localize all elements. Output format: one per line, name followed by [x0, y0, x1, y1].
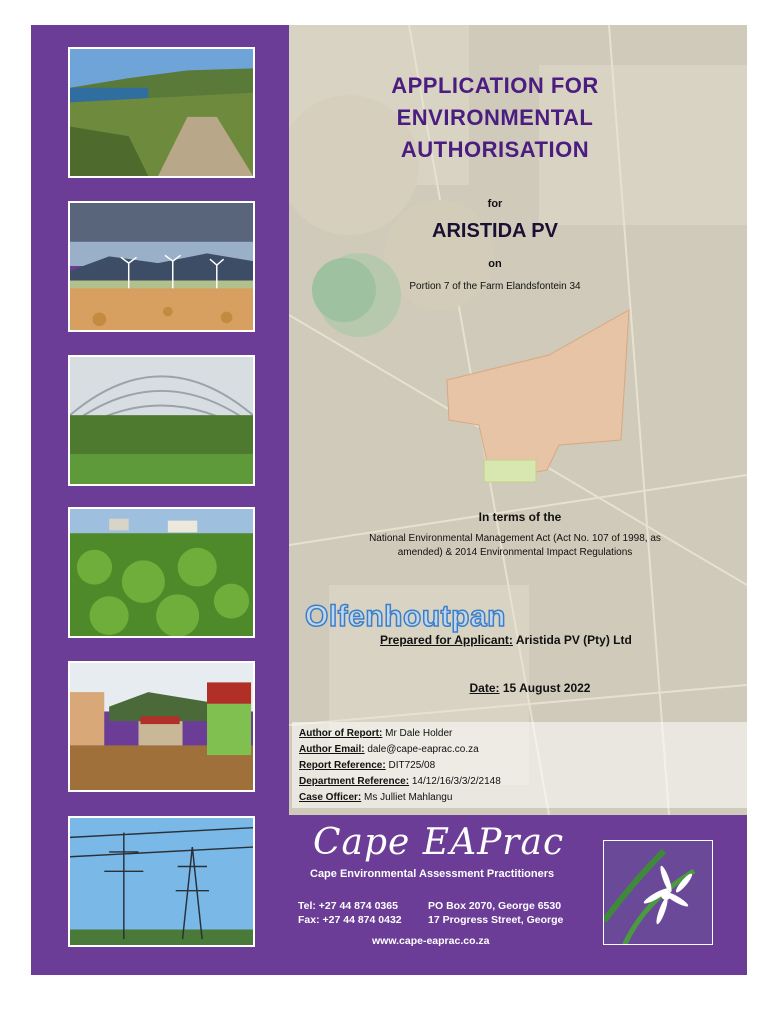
terms-label: In terms of the [478, 510, 562, 524]
author-label: Author of Report: [299, 728, 383, 739]
photo-sidebar [31, 25, 289, 975]
dept-ref-label: Department Reference: [299, 776, 410, 787]
legislation-line-1: National Environmental Management Act (Act No. 107 of 1998, as [369, 533, 661, 544]
dept-ref-value: 14/12/16/3/3/2/2148 [411, 776, 501, 787]
email-label: Author Email: [299, 744, 365, 755]
power-lines-photo [68, 816, 255, 947]
author-row [299, 728, 452, 739]
prepared-for [380, 633, 680, 647]
fax: Fax: +27 44 874 0432 [298, 914, 402, 926]
email-value: dale@cape-eaprac.co.za [367, 744, 479, 755]
legislation-line-2: amended) & 2014 Environmental Impact Regulations [397, 547, 633, 558]
flower-logo-icon [603, 840, 713, 945]
author-value: Mr Dale Holder [385, 728, 453, 739]
date-label: Date: [469, 681, 500, 695]
case-officer-value: Ms Julliet Mahlangu [364, 792, 453, 803]
for-label: for [487, 198, 503, 210]
case-officer-row [299, 792, 452, 803]
prepared-value: Aristida PV (Pty) Ltd [515, 633, 632, 647]
prepared-label: Prepared for Applicant: [380, 633, 513, 647]
report-date [430, 681, 630, 695]
report-ref-row [299, 760, 435, 771]
project-name: ARISTIDA PV [432, 220, 558, 242]
housing-photo [68, 661, 255, 792]
case-officer-label: Case Officer: [299, 792, 362, 803]
website: www.cape-eaprac.co.za [372, 935, 490, 947]
report-title: APPLICATION FOR ENVIRONMENTAL AUTHORISATION [391, 73, 599, 162]
company-logo-text: Cape EAPrac [313, 822, 565, 863]
company-subtitle: Cape Environmental Assessment Practitioners [310, 868, 555, 880]
report-ref-value: DIT725/08 [388, 760, 436, 771]
on-label: on [488, 258, 502, 270]
email-row [299, 744, 479, 755]
po-box: PO Box 2070, George 6530 [428, 900, 562, 912]
tel: Tel: +27 44 874 0365 [298, 900, 398, 912]
legislation [350, 532, 680, 560]
citrus-orchard-photo [68, 507, 255, 638]
dept-ref-row [299, 776, 501, 787]
client-logo: Olfenhoutpan [305, 600, 506, 633]
wind-farm-photo [68, 201, 255, 332]
coastal-path-photo [68, 47, 255, 178]
date-value: 15 August 2022 [502, 681, 591, 695]
tunnel-greenhouse-photo [68, 355, 255, 486]
property-portion: Portion 7 of the Farm Elandsfontein 34 [409, 281, 581, 292]
street-address: 17 Progress Street, George [428, 914, 564, 926]
report-ref-label: Report Reference: [299, 760, 386, 771]
